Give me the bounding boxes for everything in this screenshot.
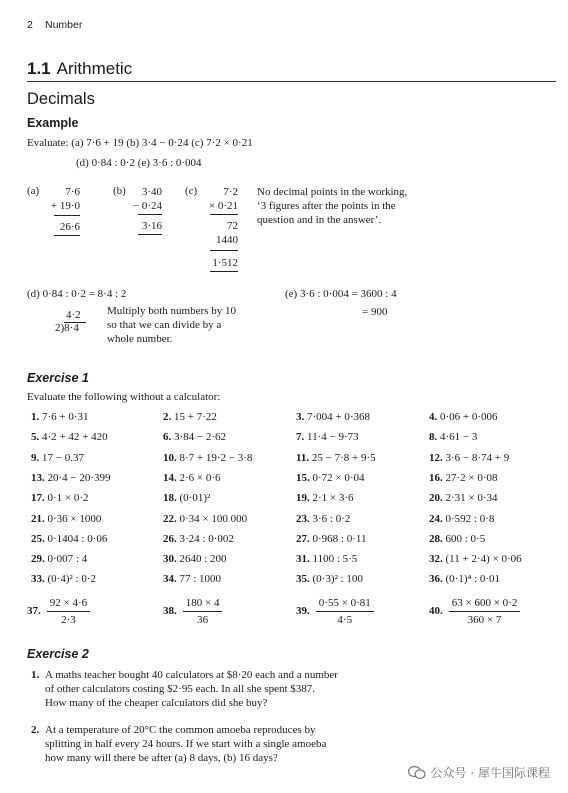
example-c-partials — [196, 219, 238, 247]
question-fraction — [47, 597, 90, 626]
question-number: 1. — [31, 411, 40, 423]
question-expression: 0·007 : 4 — [47, 553, 88, 566]
exercise1-question — [296, 452, 376, 464]
question-number: 28. — [429, 532, 443, 545]
example-a-row2: + 19·0 — [50, 200, 80, 212]
question-expression: (0·4)² : 0·2 — [47, 573, 97, 586]
exercise1-question — [163, 472, 221, 484]
exercise1-question — [429, 573, 500, 585]
question-number: 26. — [163, 532, 177, 545]
question-expression: 27·2 × 0·08 — [445, 471, 498, 484]
question-expression: 8·7 + 19·2 − 3·8 — [179, 451, 253, 464]
question-expression: 600 : 0·5 — [445, 532, 486, 545]
example-c-rule-2 — [210, 250, 238, 251]
subsection-title: Decimals — [27, 90, 95, 108]
question-number: 4. — [429, 411, 438, 423]
section-number: 1.1 — [27, 59, 51, 78]
example-b-work — [126, 185, 162, 213]
exercise1-question — [31, 411, 89, 423]
exercise1-question — [429, 431, 477, 443]
question-number: 16. — [429, 471, 443, 484]
question-number: 37. — [27, 605, 41, 618]
question-expression: 11·4 − 9·73 — [307, 431, 359, 444]
problem-line: how many will there be after (a) 8 days, (b) 16 days? — [45, 752, 278, 764]
question-number: 11. — [296, 451, 310, 464]
example-note-line: ‘3 figures after the points in the — [257, 200, 396, 212]
question-expression: 3·84 − 2·62 — [174, 431, 227, 444]
exercise1-question — [296, 492, 354, 504]
question-number: 29. — [31, 553, 45, 566]
exercise1-question — [31, 533, 107, 545]
wechat-icon — [408, 766, 426, 779]
question-number: 2. — [163, 411, 172, 423]
exercise1-question — [163, 411, 217, 423]
example-a-result: 26·6 — [59, 221, 80, 233]
question-expression: (0·01)² — [179, 492, 211, 505]
example-c-label: (c) — [185, 185, 198, 197]
exercise1-question — [429, 597, 520, 626]
question-number: 15. — [296, 471, 310, 484]
exercise2-heading: Exercise 2 — [27, 647, 89, 661]
question-expression: (11 + 2·4) × 0·06 — [445, 553, 522, 566]
question-expression: 4·2 + 42 + 420 — [42, 431, 108, 444]
question-number: 12. — [429, 451, 443, 464]
fraction-denominator: 4·5 — [337, 614, 353, 626]
question-number: 7. — [296, 431, 305, 444]
exercise1-instruction: Evaluate the following without a calculator: — [27, 391, 221, 403]
question-number: 39. — [296, 605, 310, 618]
question-number: 38. — [163, 605, 177, 618]
problem-line: A maths teacher bought 40 calculators at $8·20 each and a number — [45, 669, 338, 681]
problem-line: At a temperature of 20°C the common amoeba reproduces by — [45, 724, 316, 736]
example-b-label: (b) — [113, 185, 126, 197]
question-expression: 20·4 − 20·399 — [47, 471, 111, 484]
question-number: 36. — [429, 573, 443, 586]
exercise1-heading: Exercise 1 — [27, 371, 89, 385]
example-a-rule-2 — [54, 235, 80, 236]
example-heading: Example — [27, 116, 79, 130]
question-expression: 0·1 × 0·2 — [47, 492, 89, 505]
fraction-numerator: 92 × 4·6 — [47, 597, 90, 612]
question-expression: 0·968 : 0·11 — [312, 532, 367, 545]
question-expression: 3·24 : 0·002 — [179, 532, 234, 545]
question-expression: 0·1404 : 0·06 — [47, 532, 108, 545]
question-expression: 0·72 × 0·04 — [312, 471, 365, 484]
watermark — [408, 764, 550, 781]
exercise1-question — [296, 597, 374, 626]
question-expression: 2·1 × 3·6 — [312, 492, 354, 505]
question-number: 32. — [429, 553, 443, 566]
exercise1-question — [296, 513, 350, 525]
question-expression: 0·36 × 1000 — [47, 512, 102, 525]
example-d-quotient: 4·2 — [66, 309, 81, 321]
exercise1-question — [31, 553, 87, 565]
question-number: 10. — [163, 451, 177, 464]
example-intro: Evaluate: (a) 7·6 + 19 (b) 3·4 − 0·24 (c) 7·2 × 0·21 — [27, 137, 253, 149]
exercise1-question — [429, 533, 485, 545]
question-expression: 0·34 × 100 000 — [179, 512, 248, 525]
exercise1-question — [31, 452, 84, 464]
question-number: 19. — [296, 492, 310, 505]
exercise1-question — [163, 492, 210, 504]
section-title-text: Arithmetic — [56, 59, 133, 78]
question-number: 31. — [296, 553, 310, 566]
exercise1-question — [27, 597, 90, 626]
chapter-title: Number — [45, 19, 83, 31]
example-c-rule-3 — [210, 271, 238, 272]
example-intro-2: (d) 0·84 : 0·2 (e) 3·6 : 0·004 — [76, 157, 202, 169]
question-number: 22. — [163, 512, 177, 525]
question-expression: 17 − 0.37 — [42, 451, 84, 464]
problem-line: of other calculators costing $2·95 each. In all she spent $387. — [45, 683, 316, 695]
example-b-rule — [138, 214, 162, 215]
question-number: 9. — [31, 451, 40, 464]
exercise2-problem — [31, 723, 326, 765]
example-note — [257, 185, 407, 227]
question-number: 24. — [429, 512, 443, 525]
example-b-rule-2 — [138, 234, 162, 235]
example-note-line: question and in the answer’. — [257, 214, 382, 226]
example-c-row1: 7·2 — [223, 186, 238, 198]
question-number: 35. — [296, 573, 310, 586]
exercise1-question — [429, 411, 498, 423]
example-a-label: (a) — [27, 185, 40, 197]
example-d-division: 2)8·4 — [55, 322, 79, 334]
question-expression: 0·592 : 0·8 — [445, 512, 495, 525]
example-a-rule — [54, 215, 80, 216]
watermark-text: 公众号 · 犀牛国际课程 — [430, 766, 550, 780]
problem-number: 1. — [31, 669, 40, 681]
question-number: 13. — [31, 471, 45, 484]
question-expression: 3·6 − 8·74 + 9 — [445, 451, 510, 464]
exercise1-question — [31, 573, 96, 585]
example-c-row3: 72 — [227, 220, 238, 232]
example-note-line: No decimal points in the working, — [257, 186, 408, 198]
question-number: 30. — [163, 553, 177, 566]
question-number: 14. — [163, 471, 177, 484]
section-rule — [27, 81, 556, 82]
question-expression: 3·6 : 0·2 — [312, 512, 351, 525]
question-expression: 4·61 − 3 — [440, 431, 478, 444]
fraction-denominator: 360 × 7 — [467, 614, 502, 626]
problem-line: splitting in half every 24 hours. If we start with a single amoeba — [45, 738, 327, 750]
section-title — [27, 59, 132, 79]
question-number: 33. — [31, 573, 45, 586]
example-c-row4: 1440 — [216, 234, 238, 246]
example-d-line: (d) 0·84 : 0·2 = 8·4 : 2 — [27, 288, 127, 300]
example-d-note-line: so that we can divide by a — [107, 319, 222, 331]
question-expression: 0·06 + 0·006 — [440, 411, 498, 423]
exercise1-question — [31, 472, 111, 484]
question-fraction — [183, 597, 223, 626]
example-e-result: = 900 — [362, 306, 388, 318]
exercise1-question — [429, 452, 509, 464]
fraction-numerator: 180 × 4 — [183, 597, 223, 612]
exercise1-question — [296, 573, 363, 585]
question-number: 20. — [429, 492, 443, 505]
question-expression: 2·6 × 0·6 — [179, 471, 221, 484]
exercise1-question — [163, 533, 234, 545]
question-expression: 77 : 1000 — [179, 573, 222, 586]
exercise1-question — [163, 553, 227, 565]
exercise1-question — [296, 553, 357, 565]
fraction-numerator: 63 × 600 × 0·2 — [449, 597, 521, 612]
question-number: 18. — [163, 492, 177, 505]
exercise1-question — [31, 513, 101, 525]
question-number: 5. — [31, 431, 40, 444]
example-b-result: 3·16 — [141, 220, 162, 232]
question-number: 25. — [31, 532, 45, 545]
exercise1-question — [296, 411, 370, 423]
page-number: 2 — [27, 19, 33, 31]
fraction-denominator: 2·3 — [61, 614, 76, 626]
example-b-row2: − 0·24 — [132, 200, 162, 212]
question-expression: 1100 : 5·5 — [312, 553, 358, 566]
example-c-rule — [210, 214, 238, 215]
question-fraction — [449, 597, 521, 626]
example-a-work — [50, 185, 80, 213]
example-c-row2: × 0·21 — [208, 200, 238, 212]
fraction-denominator: 36 — [197, 614, 209, 626]
example-d-note — [107, 304, 236, 346]
question-expression: 2640 : 200 — [179, 553, 227, 566]
exercise1-question — [31, 492, 89, 504]
example-c-work — [196, 185, 238, 213]
exercise2-problem — [31, 668, 338, 710]
question-fraction — [316, 597, 374, 626]
exercise1-question — [163, 452, 252, 464]
exercise1-question — [429, 492, 498, 504]
question-expression: (0·1)⁴ : 0·01 — [445, 573, 501, 586]
question-number: 23. — [296, 512, 310, 525]
exercise1-question — [429, 472, 498, 484]
question-expression: 7·6 + 0·31 — [42, 411, 89, 423]
problem-line: How many of the cheaper calculators did she buy? — [45, 697, 268, 709]
question-number: 27. — [296, 532, 310, 545]
question-expression: 2·31 × 0·34 — [445, 492, 498, 505]
question-number: 3. — [296, 411, 305, 423]
exercise1-question — [31, 431, 108, 443]
question-number: 17. — [31, 492, 45, 505]
question-number: 34. — [163, 573, 177, 586]
exercise1-question — [163, 597, 222, 626]
fraction-numerator: 0·55 × 0·81 — [316, 597, 374, 612]
example-c-result: 1·512 — [212, 257, 238, 269]
example-b-row1: 3·40 — [141, 186, 162, 198]
exercise1-question — [163, 431, 226, 443]
question-number: 8. — [429, 431, 438, 444]
exercise1-question — [163, 573, 221, 585]
problem-number: 2. — [31, 724, 40, 736]
question-expression: 7·004 + 0·368 — [307, 411, 371, 423]
exercise1-question — [429, 513, 494, 525]
exercise1-question — [296, 533, 366, 545]
question-number: 6. — [163, 431, 172, 444]
example-d-note-line: whole number. — [107, 333, 173, 345]
question-expression: 25 − 7·8 + 9·5 — [311, 451, 376, 464]
question-expression: (0·3)² : 100 — [312, 573, 363, 586]
exercise1-question — [296, 472, 365, 484]
exercise1-question — [429, 553, 522, 565]
example-a-row1: 7·6 — [65, 186, 80, 198]
question-number: 21. — [31, 512, 45, 525]
example-e-line: (e) 3·6 : 0·004 = 3600 : 4 — [285, 288, 397, 300]
exercise1-question — [296, 431, 359, 443]
question-expression: 15 + 7·22 — [174, 411, 217, 423]
question-number: 40. — [429, 605, 443, 618]
example-d-note-line: Multiply both numbers by 10 — [107, 305, 236, 317]
exercise1-question — [163, 513, 247, 525]
